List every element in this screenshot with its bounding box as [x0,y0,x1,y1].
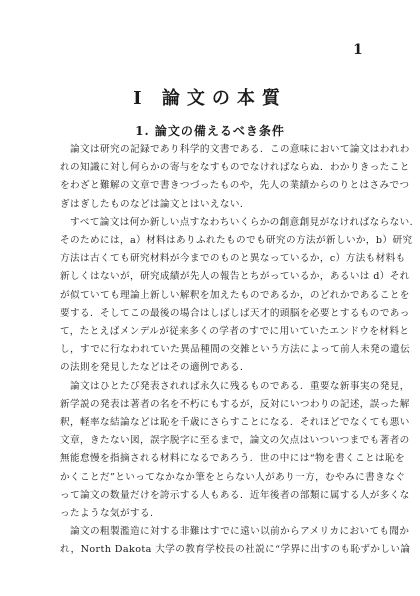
text-line: ぎはぎしたものなどは論文とはいえない． [60,198,250,210]
text-line: が似ていても理論上新しい解釈を加えたものであるか，のどれかであることを [60,289,410,301]
text-line: て，たとえばメンデルが従来多くの学者のすでに用いていたエンドウを材料と [60,326,410,338]
text-line: 論文はひとたび発表されれば永久に残るものである．重要な新事実の発見， [70,380,410,392]
text-line: 文章，きたない図，誤字脱字に至るまで，論文の欠点はいついつまでも著者の [60,435,410,447]
text-line: 新学説の発表は著者の名を不朽にもするが，反対にいつわりの記述，誤った解 [60,398,410,410]
text-line: かくことだ”といってなかなか筆をとらない人があり一方，むやみに書きなぐ [60,471,406,483]
text-line: の法則を発見したなどはその適例である． [60,362,250,374]
text-line: すべて論文は何か新しい点すなわちいくらかの創意創見がなければならない． [70,216,420,228]
paragraph [60,523,411,559]
text-line: れの知識に対し何らかの寄与をなすものでなければならぬ．わかりきったこと [60,162,410,174]
paragraph [60,141,410,214]
text-line: し，すでに行なわれていた異品種間の交雑という方法によって前人未発の遺伝 [60,344,411,356]
text-line: ったような気がする． [60,508,160,520]
text-line: 論文の粗製濫造に対する非難はすでに遠い以前からアメリカにおいても聞か [70,526,410,538]
text-line: 要する．そしてこの最後の場合はしばしば天才的頭脳を必要とするものであっ [60,307,410,319]
text-line: 無能怠慢を指摘される材料になるであろう．世の中には“物を書くことは恥を [60,453,405,465]
text-line: 新しくはないが，研究成績が先人の報告とちがっているか，あるいは d）それ [60,271,410,283]
text-line: って論文の数量だけを誇示する人もある．近年後者の部類に属する人が多くな [60,489,410,501]
paragraph [60,378,410,524]
text-line: 方法は古くても研究材料が今までのものと異なっているか，c）方法も材料も [60,253,406,265]
text-line: 釈，軽率な結論などは恥を千歳にさらすことになる．それほどでなくても悪い [60,417,410,429]
paragraph [60,214,420,378]
text-line: をわざと難解の文章で書きつづったものや，先人の業績からのりとはさみでつ [60,180,410,192]
text-line: れ，North Dakota 大学の教育学校長の社説に“学界に出すのも恥ずかしい論 [60,544,411,556]
page-number: 1 [353,42,363,58]
body-text [60,141,420,560]
text-line: そのためには，a）材料はありふれたものでも研究の方法が新しいか，b）研究 [60,235,413,247]
chapter-title: I 論文の本質 [133,88,287,109]
text-line: 論文は研究の記録であり科学的文書である．この意味において論文はわれわ [70,144,410,155]
section-title: 1. 論文の備えるべき条件 [135,124,285,138]
